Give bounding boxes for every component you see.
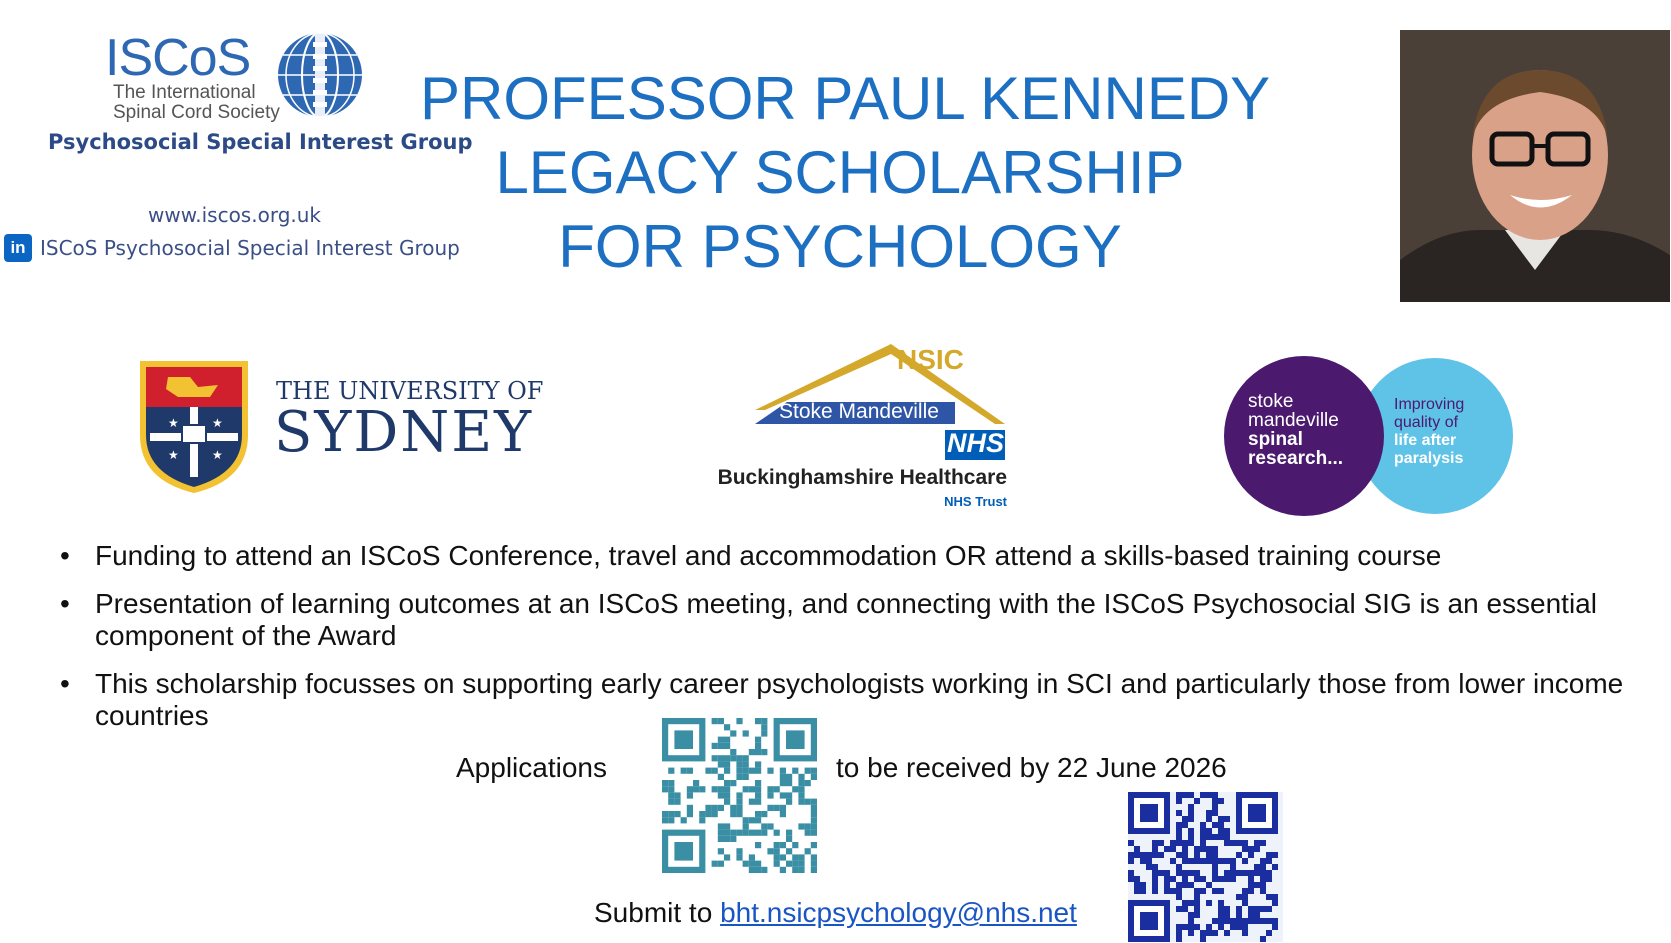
svg-text:★: ★ (212, 416, 223, 430)
title-line-1: PROFESSOR PAUL KENNEDY (420, 65, 1271, 132)
submit-prefix: Submit to (594, 897, 721, 928)
scholarship-bullet-list (60, 540, 1640, 748)
smsr-line-1: stoke (1248, 391, 1294, 412)
nsic-abbr: NSIC (897, 344, 964, 375)
svg-text:★: ★ (212, 448, 223, 462)
applications-deadline: to be received by 22 June 2026 (836, 752, 1227, 783)
applications-label: Applications (456, 752, 607, 783)
linkedin-icon: in (4, 234, 32, 262)
smsr-tag-4: paralysis (1394, 450, 1464, 467)
bullet-item: • Funding to attend an ISCoS Conference, travel and accommodation OR attend a skills-based training course (60, 540, 1640, 572)
iscos-logo-line1: The International (113, 82, 256, 103)
title-line-2: LEGACY SCHOLARSHIP (495, 139, 1185, 206)
linkedin-text: ISCoS Psychosocial Special Interest Group (40, 236, 460, 260)
submit-email-link[interactable]: bht.nsicpsychology@nhs.net (720, 897, 1077, 928)
iscos-logo-line2: Spinal Cord Society (113, 102, 280, 123)
iscos-website-link[interactable]: www.iscos.org.uk (148, 203, 321, 227)
smsr-line-4: research... (1248, 448, 1344, 469)
nhs-badge: NHS (947, 428, 1005, 458)
university-of-sydney-logo (138, 355, 544, 495)
smsr-tag-1: Improving (1394, 396, 1465, 413)
iscos-group-label: Psychosocial Special Interest Group (48, 130, 473, 154)
smsr-line-3: spinal (1248, 429, 1303, 450)
submit-qr-code[interactable] (1128, 792, 1283, 942)
title-line-3: FOR PSYCHOLOGY (558, 213, 1122, 280)
globe-icon (275, 30, 365, 120)
stoke-mandeville-spinal-research-logo (1222, 352, 1522, 522)
svg-text:★: ★ (168, 448, 179, 462)
portrait-image (1400, 30, 1670, 302)
usyd-line-2: SYDNEY (274, 400, 534, 465)
nsic-place: Stoke Mandeville (779, 400, 939, 423)
applications-qr-code[interactable] (662, 718, 817, 873)
smsr-line-2: mandeville (1248, 410, 1339, 431)
svg-text:★: ★ (168, 416, 179, 430)
smsr-tag-2: quality of (1394, 414, 1459, 431)
page-title (420, 62, 1271, 284)
iscos-logo-word: ISCoS (105, 29, 251, 87)
nsic-nhs-logo (717, 340, 1015, 515)
nhs-trust-sub: NHS Trust (944, 494, 1007, 509)
bullet-item: • Presentation of learning outcomes at an ISCoS meeting, and connecting with the ISCoS Psychosocial SIG is an essential component of the Award (60, 588, 1640, 652)
nhs-trust-name: Buckinghamshire Healthcare (717, 466, 1007, 489)
iscos-logo (105, 28, 445, 188)
portrait-photo (1400, 30, 1670, 302)
submit-line (594, 897, 1077, 929)
usyd-line-1: THE UNIVERSITY OF (276, 377, 544, 405)
linkedin-link[interactable] (4, 234, 460, 262)
bullet-item: • This scholarship focusses on supporting early career psychologists working in SCI and particularly those from lower income countries (60, 668, 1640, 732)
smsr-tag-3: life after (1394, 432, 1457, 449)
